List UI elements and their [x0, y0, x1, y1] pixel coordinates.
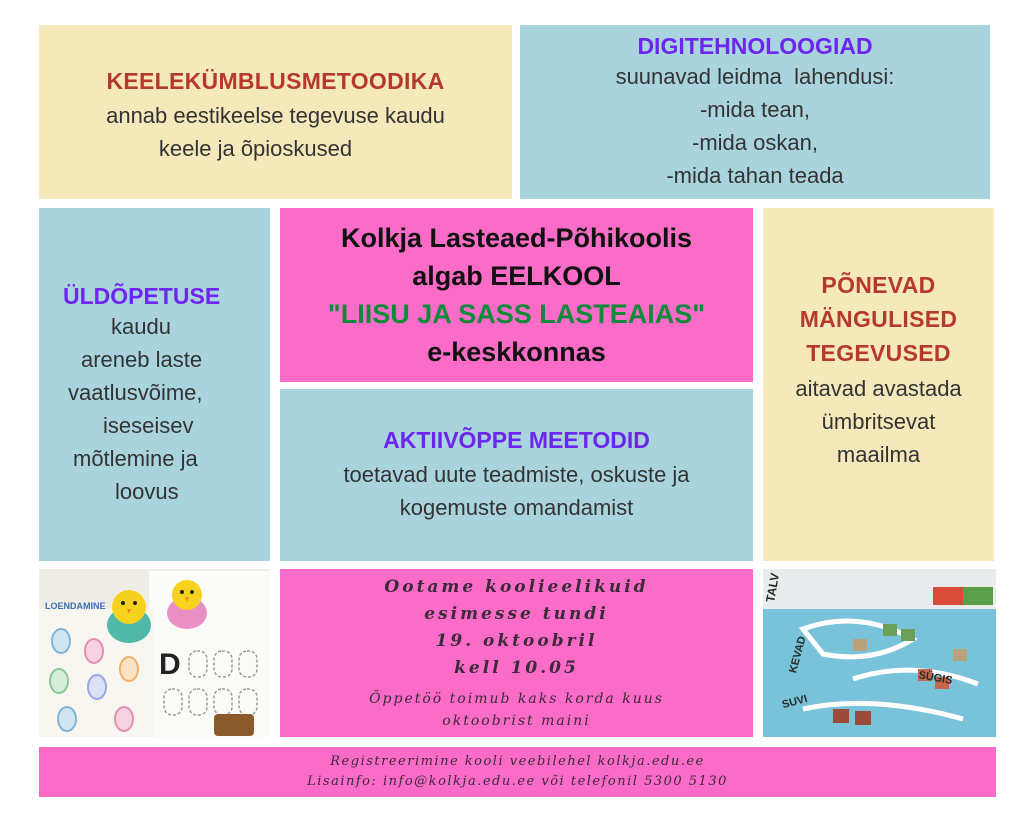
ponevad-heading-2: MÄNGULISED [799, 306, 958, 332]
aktiivoppe-heading: AKTIIVÕPPE MEETODID [383, 426, 650, 453]
keelekumblus-heading: KEELEKÜMBLUSMETOODIKA [106, 67, 445, 94]
digitehnoloogiad-heading: DIGITEHNOLOOGIAD [637, 32, 873, 59]
season-label-autumn: SÜGIS [917, 669, 954, 688]
digitehnoloogiad-line-1: suunavad leidma lahendusi: [615, 63, 895, 89]
invite-panel [280, 569, 753, 737]
keelekumblus-line-1: annab eestikeelse tegevuse kaudu [106, 102, 445, 128]
ponevad-line-3: maailma [836, 442, 921, 467]
aktiivoppe-line-2: kogemuste omandamist [399, 494, 634, 520]
footer-contact: Lisainfo: info@kolkja.edu.ee või telefonil 5300 5130 [307, 774, 728, 789]
footer-registration: Registreerimine kooli veebilehel kolkja.edu.ee [330, 754, 705, 769]
worksheet-letter: D [159, 648, 181, 681]
keelekumblus-line-2: keele ja õpioskused [158, 135, 353, 161]
eelkool-program: "LIISU JA SASS LASTEAIAS" [327, 299, 706, 329]
uldopetus-line-6: loovus [115, 479, 179, 504]
uldopetus-heading: ÜLDÕPETUSE [63, 283, 221, 309]
uldopetus-line-3: vaatlusvõime, [68, 380, 203, 405]
worksheet-photo [39, 569, 270, 737]
season-label-spring: KEVAD [787, 634, 809, 675]
invite-date: 19. oktoobril [435, 631, 598, 651]
eelkool-panel [280, 208, 753, 382]
digitehnoloogiad-line-4: -mida tahan teada [666, 162, 844, 188]
eelkool-environment: e-keskkonnas [427, 337, 606, 367]
digitehnoloogiad-line-3: -mida oskan, [692, 129, 818, 155]
ponevad-heading-1: PÕNEVAD [821, 272, 936, 298]
aktiivoppe-panel [280, 389, 753, 561]
invite-schedule-2: oktoobrist maini [442, 713, 591, 729]
uldopetus-line-1: kaudu [111, 314, 171, 339]
uldopetus-panel [39, 208, 270, 561]
ponevad-panel [763, 208, 994, 561]
aktiivoppe-line-1: toetavad uute teadmiste, oskuste ja [343, 461, 690, 487]
uldopetus-line-2: areneb laste [81, 347, 203, 372]
invite-schedule-1: Õppetöö toimub kaks korda kuus [369, 691, 664, 707]
season-label-summer: SUVI [780, 692, 809, 712]
worksheet-label: LOENDAMINE [45, 601, 106, 611]
eelkool-school: Kolkja Lasteaed-Põhikoolis [340, 223, 693, 253]
worksheet-illustration [39, 569, 270, 737]
eelkool-title: algab EELKOOL [412, 261, 621, 291]
invite-time: kell 10.05 [454, 658, 579, 678]
footer-bar [39, 747, 996, 797]
ponevad-line-2: ümbritsevat [821, 409, 936, 434]
seasons-illustration [763, 569, 996, 737]
uldopetus-line-4: iseseisev [103, 413, 194, 438]
ponevad-line-1: aitavad avastada [795, 376, 962, 401]
season-label-winter: TALV [763, 571, 783, 604]
digitehnoloogiad-panel [520, 25, 990, 199]
uldopetus-line-5: mõtlemine ja [73, 446, 198, 471]
invite-line-2: esimesse tundi [424, 604, 609, 624]
invite-line-1: Ootame koolieelikuid [384, 577, 649, 597]
seasons-photo [763, 569, 996, 737]
keelekumblus-panel [39, 25, 512, 199]
digitehnoloogiad-line-2: -mida tean, [699, 96, 811, 122]
ponevad-heading-3: TEGEVUSED [806, 340, 951, 366]
